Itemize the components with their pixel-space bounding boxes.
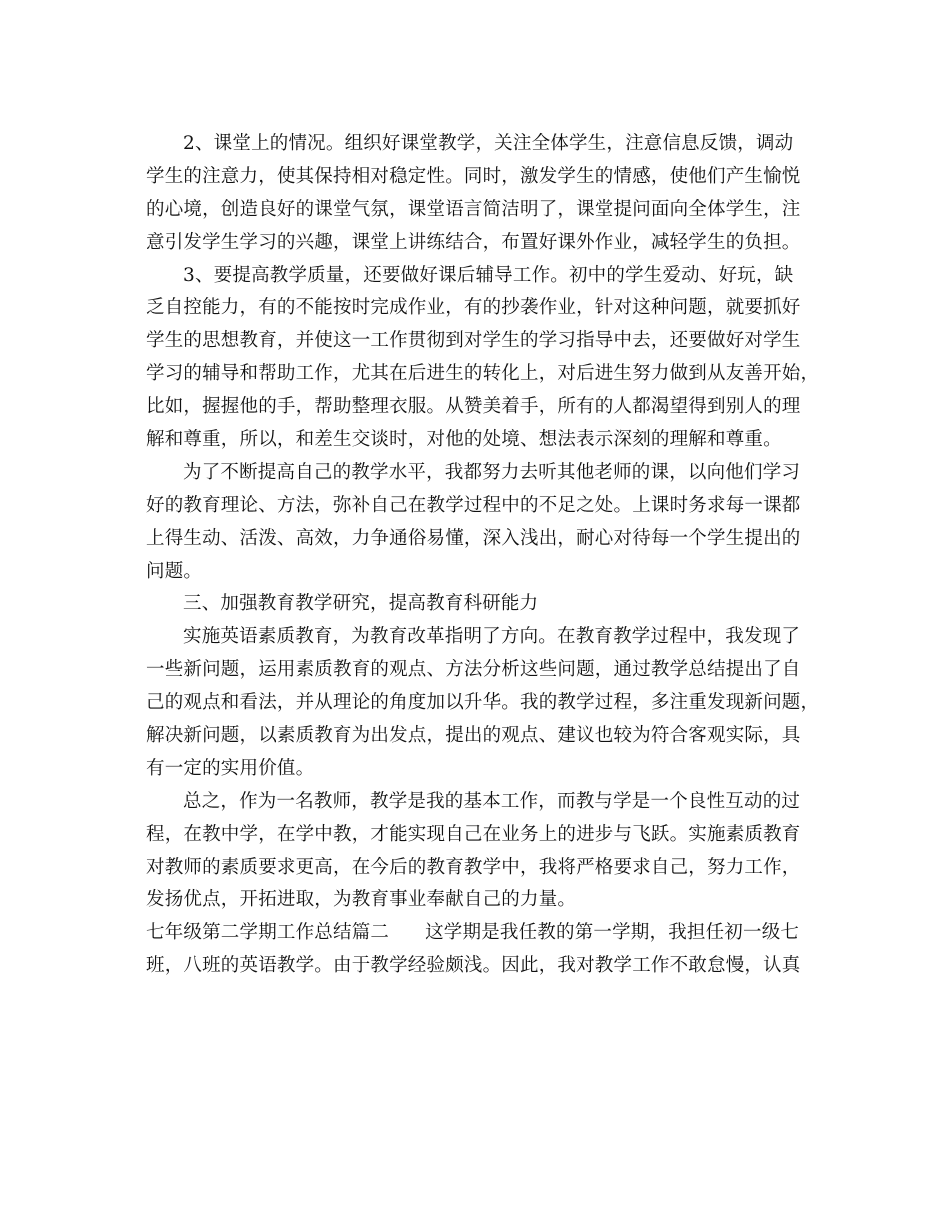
text-line: 班，八班的英语教学。由于教学经验颇浅。因此，我对教学工作不敢怠慢，认真 [146,955,801,977]
section-heading: 七年级第二学期工作总结篇二 [146,922,390,944]
text-line: 己的观点和看法，并从理论的角度加以升华。我的教学过程，多注重发现新问题， [146,692,820,714]
text-line: 2、课堂上的情况。组织好课堂教学，关注全体学生，注意信息反馈，调动 [183,133,794,154]
text-line: 对教师的素质要求更高，在今后的教育教学中，我将严格要求自己，努力工作， [146,856,801,878]
text-line: 程，在教中学，在学中教，才能实现自己在业务上的进步与飞跃。实施素质教育 [146,823,801,845]
text-line: 3、要提高教学质量，还要做好课后辅导工作。初中的学生爱动、好玩，缺 [183,264,794,286]
text-line: 学习的辅导和帮助工作，尤其在后进生的转化上，对后进生努力做到从友善开始， [146,363,820,385]
text-line: 一些新问题，运用素质教育的观点、方法分析这些问题，通过教学总结提出了自 [146,659,801,681]
text-line: 问题。 [146,560,203,582]
text-line: 上得生动、活泼、高效，力争通俗易懂，深入浅出，耐心对待每一个学生提出的 [146,527,801,549]
text-line: 学生的注意力，使其保持相对稳定性。同时，激发学生的情感，使他们产生愉悦 [146,165,801,187]
text-line: 解和尊重，所以，和差生交谈时，对他的处境、想法表示深刻的理解和尊重。 [146,429,782,451]
document-body [146,128,820,983]
text-line: 好的教育理论、方法，弥补自己在教学过程中的不足之处。上课时务求每一课都 [146,494,801,516]
text-line: 发扬优点，开拓进取，为教育事业奉献自己的力量。 [146,889,577,911]
text-line: 三、加强教育教学研究，提高教育科研能力 [183,593,539,615]
text-line: 总之，作为一名教师，教学是我的基本工作，而教与学是一个良性互动的过 [183,790,801,812]
text-line: 解决新问题，以素质教育为出发点，提出的观点、建议也较为符合客观实际，具 [146,725,801,747]
section-heading-continuation: 这学期是我任教的第一学期，我担任初一级七 [425,922,800,944]
text-line: 为了不断提高自己的教学水平，我都努力去听其他老师的课，以向他们学习 [183,461,801,483]
text-line: 意引发学生学习的兴趣，课堂上讲练结合，布置好课外作业，减轻学生的负担。 [146,231,801,253]
paragraph-lines [146,128,820,917]
text-line: 实施英语素质教育，为教育改革指明了方向。在教育教学过程中，我发现了 [183,626,801,648]
text-line: 有一定的实用价值。 [146,757,315,779]
text-line [146,917,806,950]
text-line: 学生的思想教育，并使这一工作贯彻到对学生的学习指导中去，还要做好对学生 [146,330,801,352]
text-line: 乏自控能力，有的不能按时完成作业，有的抄袭作业，针对这种问题，就要抓好 [146,297,801,319]
text-line: 的心境，创造良好的课堂气氛，课堂语言简洁明了，课堂提问面向全体学生，注 [146,198,801,220]
text-line: 比如，握握他的手，帮助整理衣服。从赞美着手，所有的人都渴望得到别人的理 [146,396,801,418]
